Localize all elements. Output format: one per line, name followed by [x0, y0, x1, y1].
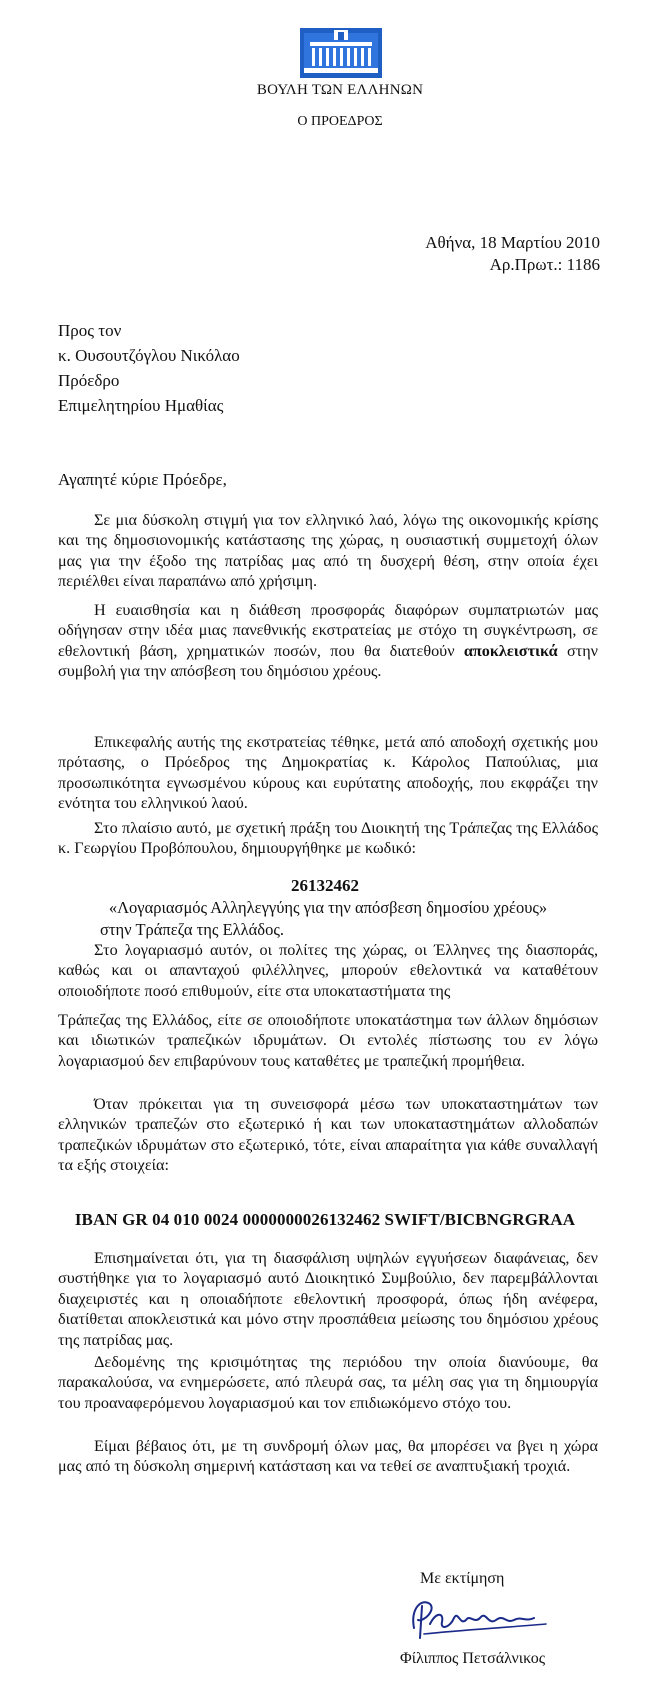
recipient-block — [58, 318, 240, 418]
closing-regards: Με εκτίμηση — [420, 1570, 505, 1587]
institution-name: ΒΟΥΛΗ ΤΩΝ ΕΛΛΗΝΩΝ — [256, 82, 424, 98]
institution-role: Ο ΠΡΟΕΔΡΟΣ — [297, 114, 383, 129]
account-bank: στην Τράπεζα της Ελλάδος. — [100, 920, 284, 939]
paragraph-text: στην συμβολή για την απόσβεση του δημόσιου χρέους. — [58, 641, 598, 681]
body-paragraph: Δεδομένης της κρισιμότητας της περιόδου την οποία διανύουμε, θα παρακαλούσα, να ενημερώσετε, από πλευρά σας, τα μέλη σας για τη δημιουργία του προαναφερόμενου λογαριασμού και τον επιδιωκόμενο στόχο του. — [58, 1353, 598, 1412]
body-paragraph: Σε μια δύσκολη στιγμή για τον ελληνικό λαό, λόγω της οικονομικής κρίσης και της δημοσιονομικής κατάστασης της χώρας, η ουσιαστική συμμετοχή όλων μας για την έξοδο της πατρίδας μας από τη δυσχερή θέση, στην οποία έχει περιέλθει είναι παραπάνω από χρήσιμη. — [58, 511, 598, 591]
signer-name: Φίλιππος Πετσάλνικος — [400, 1650, 546, 1667]
body-paragraph: Όταν πρόκειται για τη συνεισφορά μέσω των υποκαταστημάτων των ελληνικών τραπεζών στο εξωτερικό ή και των υποκαταστημάτων αλλοδαπών τραπεζικών ιδρυμάτων στο εξωτερικό, τότε, είναι απαραίτητα για κάθε συναλλαγή τα εξής στοιχεία: — [58, 1095, 598, 1175]
body-paragraph: Τράπεζας της Ελλάδος, είτε σε οποιοδήποτε υποκατάστημα των άλλων δημόσιων και ιδιωτικών τραπεζικών ιδρυμάτων. Οι εντολές πίστωσης του εν λόγω λογαριασμού δεν επιβαρύνουν τους καταθέτες με τραπεζική προμήθεια. — [58, 1011, 598, 1070]
body-paragraph: Επικεφαλής αυτής της εκστρατείας τέθηκε, μετά από αποδοχή σχετικής μου πρότασης, ο Πρόεδρος της Δημοκρατίας κ. Κάρολος Παπούλιας, μια προσωπικότητα εγνωσμένου κύρους και ευρύτατης αποδοχής, που εκφράζει την ενότητα του ελληνικού λαού. — [58, 733, 598, 813]
handwritten-signature — [400, 1590, 560, 1646]
body-paragraph — [58, 600, 598, 682]
letter-date: Αθήνα, 18 Μαρτίου 2010 — [425, 233, 600, 252]
body-paragraph: Στο λογαριασμό αυτόν, οι πολίτες της χώρας, οι Έλληνες της διασποράς, καθώς και οι απανταχού φιλέλληνες, μπορούν εθελοντικά να καταθέτουν οποιοδήποτε ποσό επιθυμούν, είτε στα υποκαταστήματα της — [58, 941, 598, 1000]
paragraph-text: Η ευαισθησία και η διάθεση προσφοράς διαφόρων συμπατριωτών μας οδήγησαν στην ιδέα μιας πανεθνικής εκστρατείας με στόχο τη συγκέντρωση, σε εθελοντική βάση, χρηματικών ποσών, που θα διατεθούν — [58, 601, 598, 660]
iban-code: IBAN GR 04 010 0024 0000000026132462 SWIFT/BICBNGRGRAA — [74, 1210, 576, 1229]
account-name: «Λογαριασμός Αλληλεγγύης για την απόσβεση δημοσίου χρέους» — [108, 898, 548, 917]
protocol-number: Αρ.Πρωτ.: 1186 — [489, 255, 600, 274]
body-paragraph: Είμαι βέβαιος ότι, με τη συνδρομή όλων μας, θα μπορέσει να βγει η χώρα μας από τη δύσκολη σημερινή κατάσταση και να τεθεί σε αναπτυξιακή τροχιά. — [58, 1437, 598, 1476]
account-number: 26132462 — [291, 876, 359, 895]
emphasis-text: αποκλειστικά — [463, 641, 558, 660]
recipient-name: κ. Ουσουτζόγλου Νικόλαο — [58, 346, 240, 365]
recipient-line: Προς τον — [58, 321, 122, 340]
recipient-organization: Επιμελητηρίου Ημαθίας — [58, 396, 224, 415]
body-paragraph: Επισημαίνεται ότι, για τη διασφάλιση υψηλών εγγυήσεων διαφάνειας, δεν συστήθηκε για το λογαριασμό αυτό Διοικητικό Συμβούλιο, δεν παρεμβάλλονται διαχειριστές και η οποιαδήποτε εθελοντική προσφορά, όπως ήδη ανέφερα, διατίθεται αποκλειστικά και μόνο στην προσπάθεια μείωσης του δημόσιου χρέους της πατρίδας μας. — [58, 1249, 598, 1349]
parliament-building-icon — [300, 28, 382, 78]
recipient-title: Πρόεδρο — [58, 371, 120, 390]
body-paragraph: Στο πλαίσιο αυτό, με σχετική πράξη του Διοικητή της Τράπεζας της Ελλάδος κ. Γεωργίου Προβόπουλου, δημιουργήθηκε με κωδικό: — [58, 819, 598, 858]
date-block — [380, 232, 600, 276]
salutation: Αγαπητέ κύριε Πρόεδρε, — [58, 470, 227, 489]
